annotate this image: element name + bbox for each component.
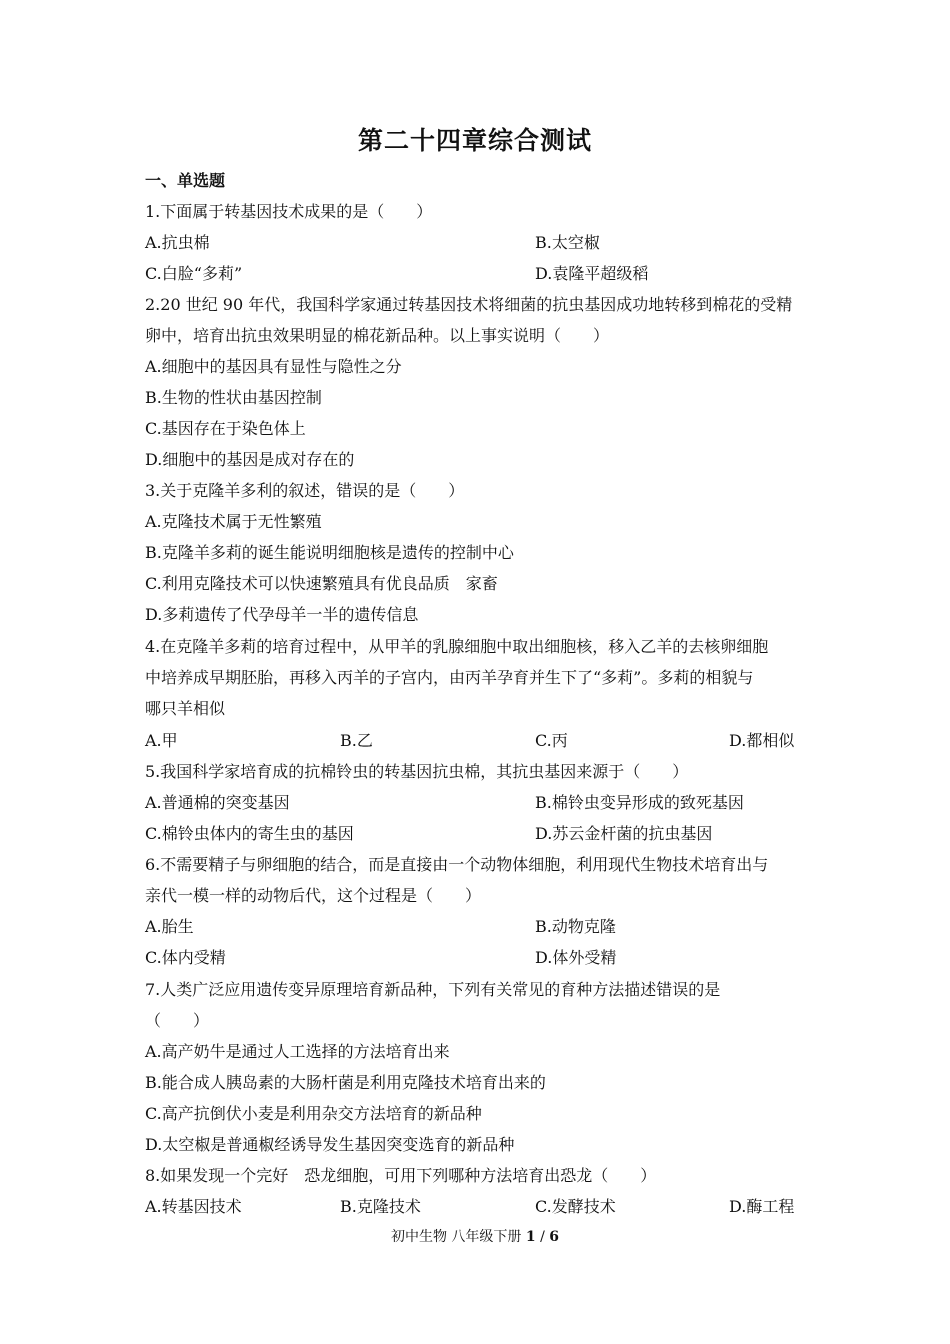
question-2-option-c: C.基因存在于染色体上 bbox=[145, 419, 306, 438]
footer-page-number: 1 bbox=[525, 1229, 536, 1245]
question-4-stem-line-1: 4.在克隆羊多莉的培育过程中，从甲羊的乳腺细胞中取出细胞核，移入乙羊的去核卵细胞 bbox=[145, 637, 769, 656]
question-8-option-d: D.酶工程 bbox=[729, 1197, 795, 1216]
question-4-option-c: C.丙 bbox=[535, 731, 568, 750]
footer-separator: / bbox=[535, 1229, 550, 1245]
question-2-option-d: D.细胞中的基因是成对存在的 bbox=[145, 450, 355, 469]
question-8-option-b: B.克隆技术 bbox=[340, 1197, 421, 1216]
footer-course: 初中生物 八年级下册 bbox=[390, 1229, 522, 1245]
page-title: 第二十四章综合测试 bbox=[357, 126, 592, 155]
question-7-stem-line-1: 7.人类广泛应用遗传变异原理培育新品种，下列有关常见的育种方法描述错误的是 bbox=[145, 980, 721, 999]
question-7-option-a: A.高产奶牛是通过人工选择的方法培育出来 bbox=[145, 1042, 450, 1061]
question-7-stem-line-2: （ ） bbox=[145, 1011, 210, 1030]
section-heading: 一、单选题 bbox=[145, 171, 226, 190]
question-2-option-b: B.生物的性状由基因控制 bbox=[145, 388, 322, 407]
question-4-stem-line-3: 哪只羊相似 bbox=[145, 699, 226, 718]
question-3-option-c: C.利用克隆技术可以快速繁殖具有优良品质 家畜 bbox=[145, 574, 498, 593]
question-4-option-b: B.乙 bbox=[340, 731, 373, 750]
question-1-option-d: D.袁隆平超级稻 bbox=[535, 264, 649, 283]
question-5-option-d: D.苏云金杆菌的抗虫基因 bbox=[535, 824, 713, 843]
question-6-stem-line-1: 6.不需要精子与卵细胞的结合，而是直接由一个动物体细胞，利用现代生物技术培育出与 bbox=[145, 855, 769, 874]
question-2-stem-line-2: 卵中，培育出抗虫效果明显的棉花新品种。以上事实说明（ ） bbox=[145, 326, 610, 345]
question-6-option-b: B.动物克隆 bbox=[535, 917, 616, 936]
question-5-option-c: C.棉铃虫体内的寄生虫的基因 bbox=[145, 824, 354, 843]
question-5-option-b: B.棉铃虫变异形成的致死基因 bbox=[535, 793, 744, 812]
question-7-option-c: C.高产抗倒伏小麦是利用杂交方法培育的新品种 bbox=[145, 1104, 482, 1123]
question-3-option-b: B.克隆羊多莉的诞生能说明细胞核是遗传的控制中心 bbox=[145, 543, 514, 562]
question-4-option-d: D.都相似 bbox=[729, 731, 795, 750]
question-5-option-a: A.普通棉的突变基因 bbox=[145, 793, 290, 812]
question-2-option-a: A.细胞中的基因具有显性与隐性之分 bbox=[145, 357, 402, 376]
question-8-stem: 8.如果发现一个完好 恐龙细胞，可用下列哪种方法培育出恐龙（ ） bbox=[145, 1166, 657, 1185]
question-3-option-a: A.克隆技术属于无性繁殖 bbox=[145, 512, 322, 531]
question-6-stem-line-2: 亲代一模一样的动物后代，这个过程是（ ） bbox=[145, 886, 482, 905]
question-1-option-b: B.太空椒 bbox=[535, 233, 600, 252]
footer-page-total: 6 bbox=[549, 1229, 560, 1245]
page-footer bbox=[0, 1228, 950, 1246]
question-2-stem-line-1: 2.20 世纪 90 年代，我国科学家通过转基因技术将细菌的抗虫基因成功地转移到棉花的受精 bbox=[145, 295, 793, 314]
question-1-option-c: C.白脸“多莉” bbox=[145, 264, 243, 283]
question-7-option-b: B.能合成人胰岛素的大肠杆菌是利用克隆技术培育出来的 bbox=[145, 1073, 546, 1092]
question-6-option-c: C.体内受精 bbox=[145, 948, 226, 967]
question-8-option-c: C.发酵技术 bbox=[535, 1197, 616, 1216]
question-1-stem: 1.下面属于转基因技术成果的是（ ） bbox=[145, 202, 433, 221]
question-1-option-a: A.抗虫棉 bbox=[145, 233, 210, 252]
question-3-stem: 3.关于克隆羊多利的叙述，错误的是（ ） bbox=[145, 481, 465, 500]
question-4-option-a: A.甲 bbox=[145, 731, 178, 750]
question-7-option-d: D.太空椒是普通椒经诱导发生基因突变选育的新品种 bbox=[145, 1135, 515, 1154]
question-4-stem-line-2: 中培养成早期胚胎，再移入丙羊的子宫内，由丙羊孕育并生下了“多莉”。多莉的相貌与 bbox=[145, 668, 754, 687]
question-5-stem: 5.我国科学家培育成的抗棉铃虫的转基因抗虫棉，其抗虫基因来源于（ ） bbox=[145, 762, 689, 781]
question-6-option-a: A.胎生 bbox=[145, 917, 194, 936]
question-6-option-d: D.体外受精 bbox=[535, 948, 617, 967]
question-3-option-d: D.多莉遗传了代孕母羊一半的遗传信息 bbox=[145, 605, 419, 624]
question-8-option-a: A.转基因技术 bbox=[145, 1197, 242, 1216]
